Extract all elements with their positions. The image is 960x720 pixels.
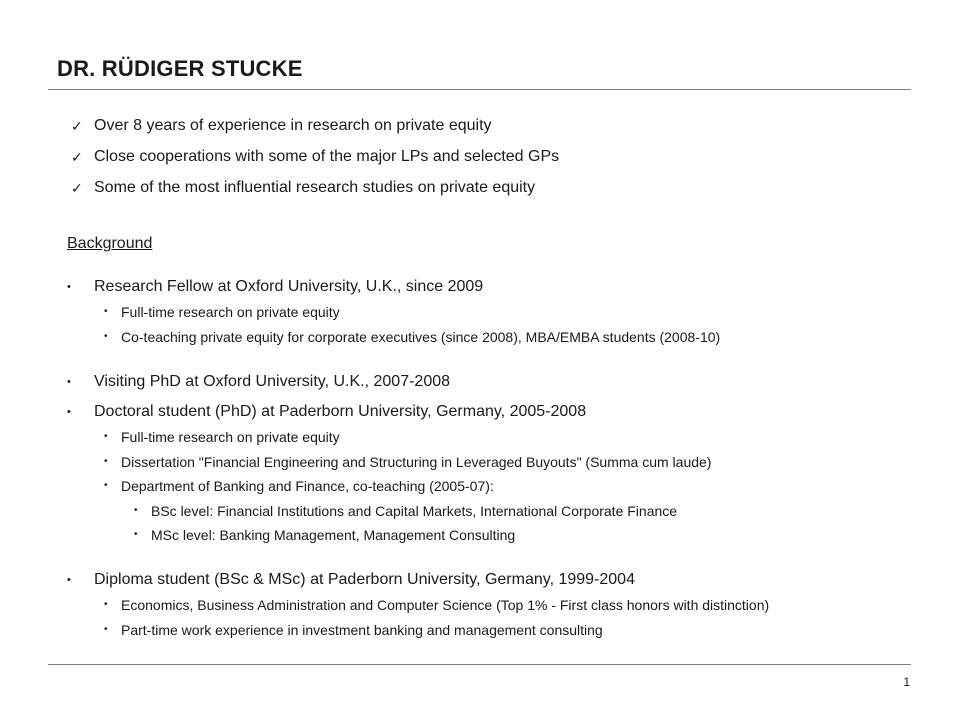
bullet-icon: • <box>104 624 108 635</box>
bullet-icon: • <box>104 456 108 467</box>
slide-title: DR. RÜDIGER STUCKE <box>57 56 303 81</box>
bullet-text: Part-time work experience in investment banking and management consulting <box>121 622 603 638</box>
bullet-icon: • <box>104 599 108 610</box>
bullet-icon: • <box>104 480 108 491</box>
bullet-text: Full-time research on private equity <box>121 304 340 320</box>
bullet-icon: • <box>67 406 71 418</box>
bullet-text: BSc level: Financial Institutions and Capital Markets, International Corporate Finance <box>151 503 678 519</box>
bullet-text: Full-time research on private equity <box>121 429 340 445</box>
checkmark-icon: ✓ <box>71 118 83 134</box>
bullet-text: Dissertation "Financial Engineering and Structuring in Leveraged Buyouts" (Summa cum laude) <box>121 454 712 470</box>
bullet-icon: • <box>67 281 71 293</box>
checkmark-icon: ✓ <box>71 180 83 196</box>
bullet-text: Diploma student (BSc & MSc) at Paderborn University, Germany, 1999-2004 <box>94 571 635 588</box>
footer-divider <box>48 664 911 665</box>
bullet-icon: • <box>67 376 71 388</box>
bullet-icon: • <box>134 505 138 516</box>
checkmark-icon: ✓ <box>71 149 83 165</box>
background-heading: Background <box>67 235 153 252</box>
bullet-text: Co-teaching private equity for corporate executives (since 2008), MBA/EMBA students (2008-10) <box>121 329 721 345</box>
bullet-text: Research Fellow at Oxford University, U.K., since 2009 <box>94 278 484 295</box>
bullet-icon: • <box>104 431 108 442</box>
bullet-icon: • <box>134 529 138 540</box>
highlight-text: Some of the most influential research studies on private equity <box>94 179 536 196</box>
bullet-text: Doctoral student (PhD) at Paderborn University, Germany, 2005-2008 <box>94 403 587 420</box>
bullet-text: Department of Banking and Finance, co-teaching (2005-07): <box>121 478 494 494</box>
highlight-text: Close cooperations with some of the major LPs and selected GPs <box>94 148 560 165</box>
page-number: 1 <box>903 675 910 689</box>
bullet-text: Visiting PhD at Oxford University, U.K., 2007-2008 <box>94 373 451 390</box>
bullet-icon: • <box>67 574 71 586</box>
highlight-text: Over 8 years of experience in research on private equity <box>94 117 492 134</box>
bullet-icon: • <box>104 331 108 342</box>
bullet-text: Economics, Business Administration and Computer Science (Top 1% - First class honors with distinction) <box>121 597 770 613</box>
bullet-text: MSc level: Banking Management, Management Consulting <box>151 527 516 543</box>
title-divider <box>48 89 911 90</box>
bullet-icon: • <box>104 306 108 317</box>
